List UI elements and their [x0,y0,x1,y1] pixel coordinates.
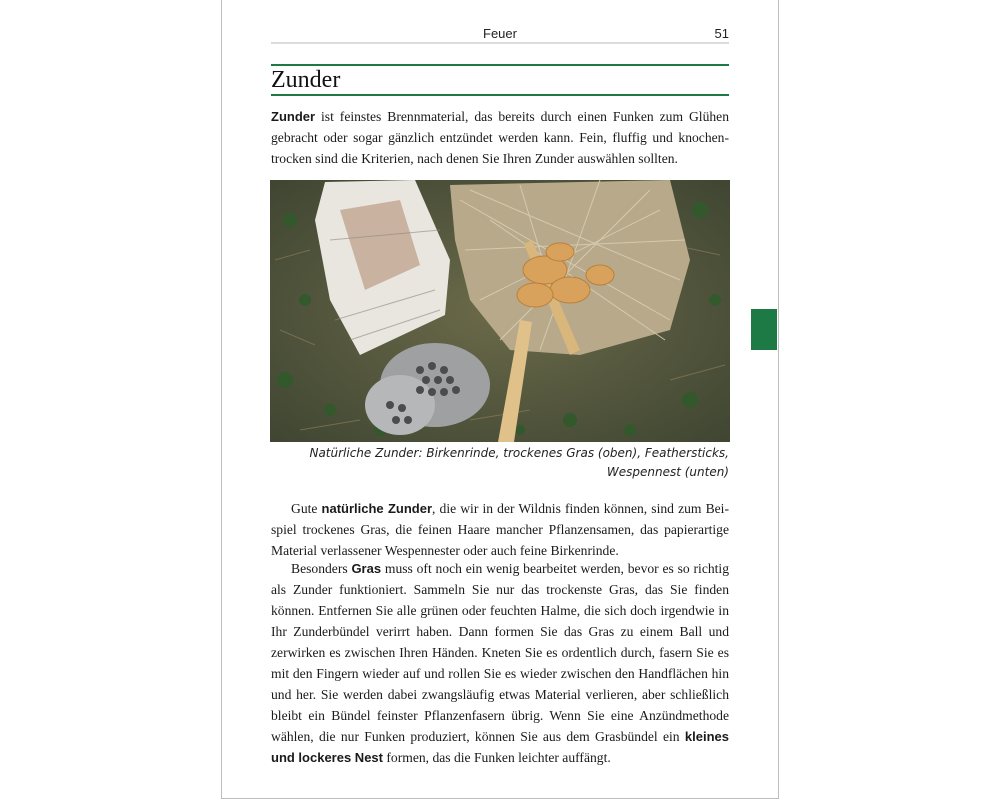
para1-post: , die wir in der Wildnis finden können, sind zum Beispiel trockenes Gras, die feinen Haare mancher Pflanzensamen, das papierartige Material verlassener Wespennester oder auch feine Birkenrinde. [271,501,729,558]
para1-term: natürliche Zunder [321,501,433,516]
photo-caption [271,444,729,482]
para2-mid: muss oft noch ein wenig bearbeitet werden, bevor es so richtig als Zunder funktioniert. Sammeln Sie nur das trockenste Gras, das Sie finden können. Entfernen Sie alle grünen oder feuchten Halme, die sich doch irgendwie in Ihr Zunderbündel verirrt haben. Dann formen Sie das Gras zu einem Ball und zerwirken es zwischen Ihren Händen. Kneten Sie es ordentlich durch, fasern Sie es mit den Fingern wieder auf und rollen Sie es wieder zwischen den Handflächen hin und her. Sie werden dabei zwangsläufig etwas Material verlieren, aber schließlich bleibt ein Bündel feinster Pflanzenfasern übrig. Wenn Sie eine Anzündmethode wählen, die nur Funken produziert, können Sie aus dem Grasbündel ein [271,561,729,744]
chapter-title: Feuer [483,26,517,41]
intro-term: Zunder [271,109,316,124]
intro-paragraph [271,106,729,169]
paragraph-grass [271,558,729,768]
chapter-thumb-tab [751,309,777,350]
tinder-photo [270,180,730,442]
para2-pre: Besonders [291,561,352,576]
para2-term-nest: kleines und lockeres Nest [271,729,729,765]
para2-post: formen, das die Funken leichter auffängt. [383,750,611,765]
para1-pre: Gute [291,501,322,516]
header-rule [271,42,729,44]
caption-line-2: Wespennest (unten) [606,465,729,479]
page-number: 51 [714,26,729,41]
book-page [221,0,779,799]
section-title: Zunder [271,67,341,93]
section-rule-bottom [271,94,729,96]
para2-term-gras: Gras [351,561,382,576]
intro-text: ist feinstes Brennmaterial, das bereits durch einen Funken zum Glühen gebracht oder sogar gänzlich entzündet werden kann. Fein, fluffig und knochentrocken sind die Kriterien, nach denen Sie Ihren Zunder auswählen sollten. [271,109,729,166]
paragraph-natural-tinder [271,498,729,561]
caption-line-1: Natürliche Zunder: Birkenrinde, trockenes Gras (oben), Feathersticks, [309,446,729,460]
